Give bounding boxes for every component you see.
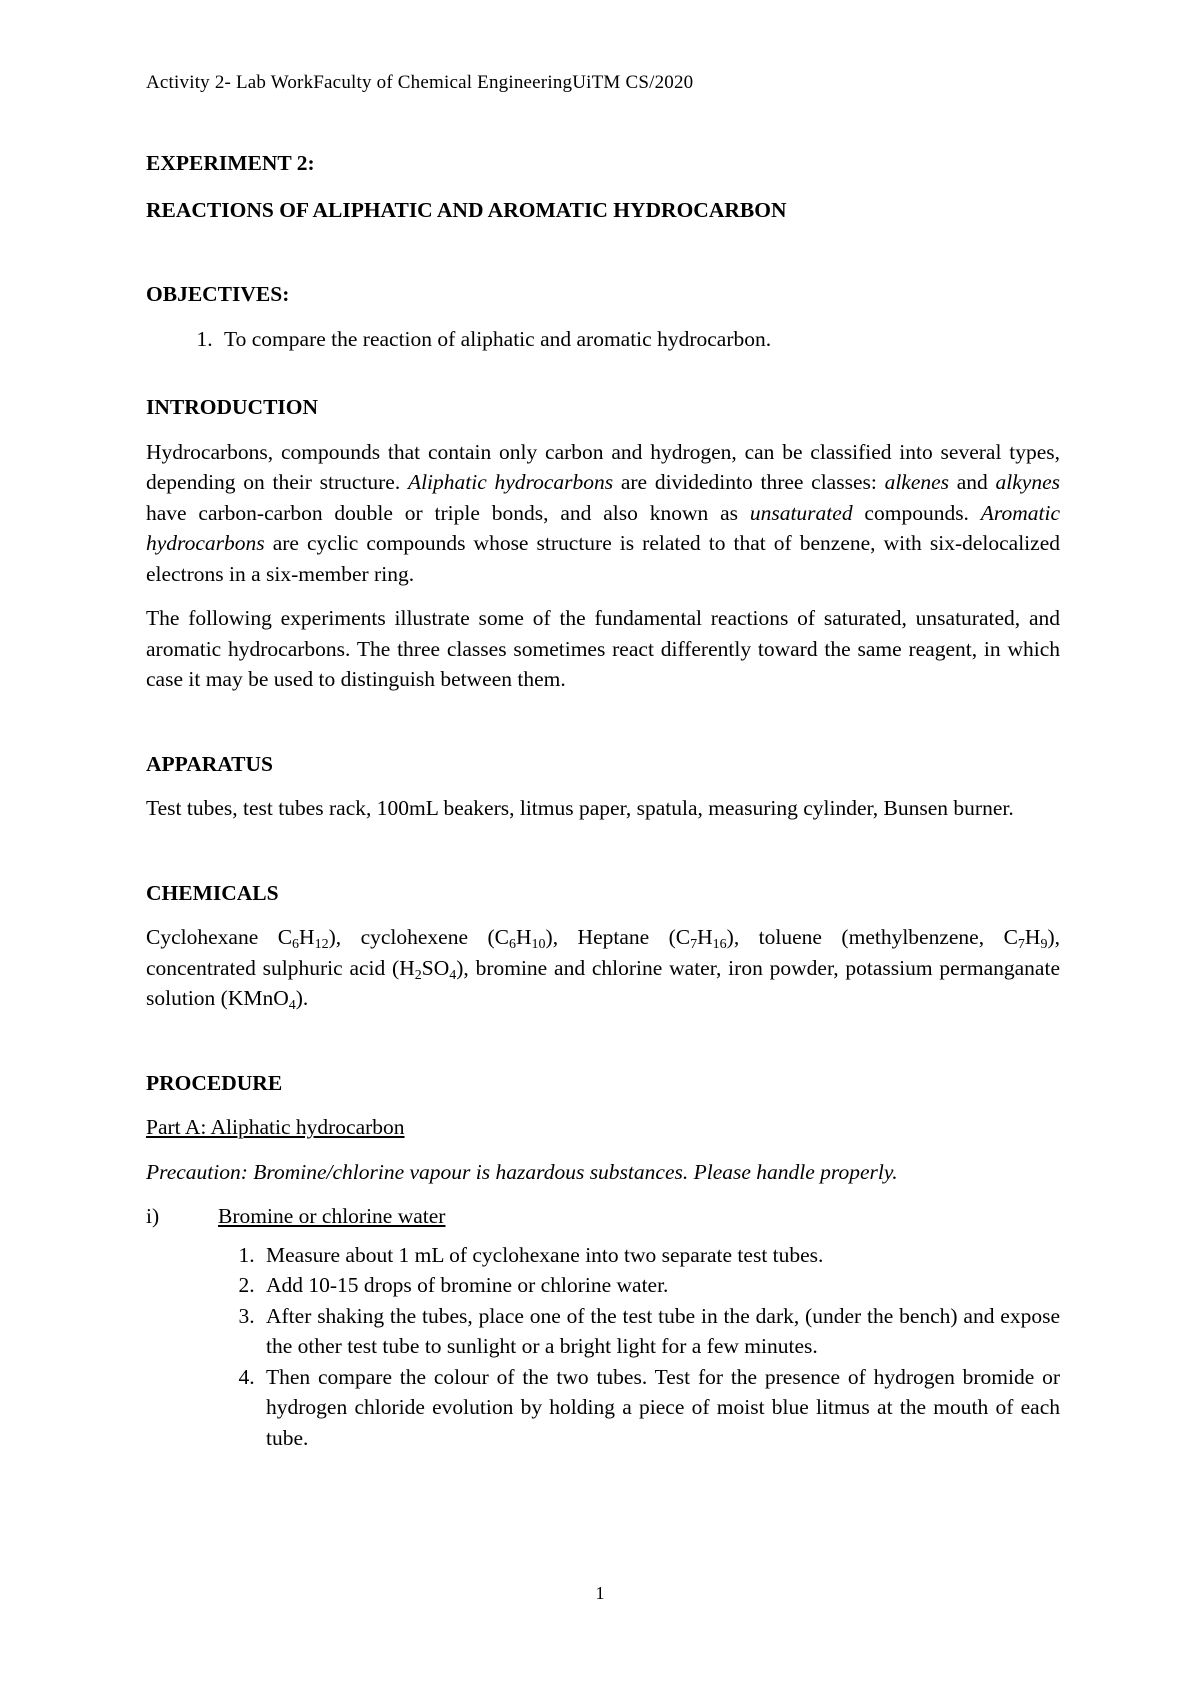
chem-text: H [299, 925, 315, 949]
procedure-step: 2. Add 10-15 drops of bromine or chlorine water. [260, 1270, 1060, 1301]
chem-text: SO [421, 955, 450, 980]
chem-subscript: 10 [531, 937, 546, 952]
chem-text: H [1024, 925, 1041, 949]
chem-text: ), Heptane (C [545, 925, 691, 949]
section-i-title: Bromine or chlorine water [218, 1204, 446, 1228]
chemicals-text [146, 922, 1060, 1014]
intro-term-alkenes: alkenes [884, 470, 950, 494]
chem-text: ), toluene (methylbenzene, C [726, 925, 1018, 949]
chemicals-heading: CHEMICALS [146, 880, 279, 905]
chem-text: H [697, 925, 713, 949]
procedure-heading: PROCEDURE [146, 1070, 283, 1095]
intro-term-alkynes: alkynes [995, 470, 1060, 494]
intro-text: and [949, 470, 996, 494]
chem-text: H [516, 925, 532, 949]
intro-term-unsaturated: unsaturated [749, 500, 853, 525]
objectives-list [146, 324, 1060, 355]
intro-text: Hydrocarbons, compounds that contain only carbon and hydrogen, can be classified into several types, depending on their structure. [146, 439, 1060, 494]
procedure-step: 1. Measure about 1 mL of cyclohexane into two separate test tubes. [260, 1240, 1060, 1271]
chem-text: ), concentrated sulphuric acid (H [146, 925, 1060, 980]
chem-text: Cyclohexane C [146, 925, 293, 949]
intro-term-aliphatic: Aliphatic hydrocarbons [407, 470, 614, 494]
intro-term-aromatic: Aromatic hydrocarbons [146, 500, 1060, 555]
apparatus-text: Test tubes, test tubes rack, 100mL beakers, litmus paper, spatula, measuring cylinder, Bunsen burner. [146, 796, 1014, 820]
procedure-step: 3. After shaking the tubes, place one of the test tube in the dark, (under the bench) and expose the other test tube to sunlight or a bright light for a few minutes. [260, 1301, 1060, 1362]
chem-text: ). [295, 986, 309, 1010]
experiment-title: REACTIONS OF ALIPHATIC AND AROMATIC HYDROCARBON [146, 197, 787, 222]
chem-subscript: 9 [1040, 937, 1048, 952]
intro-text: have carbon-carbon double or triple bonds, and also known as [146, 500, 750, 525]
introduction-paragraph-2: The following experiments illustrate some of the fundamental reactions of saturated, unsaturated, and aromatic hydrocarbons. The three classes sometimes react differently toward the same reagent, in which case it may be used to distinguish between them. [146, 606, 1060, 691]
introduction-paragraph-1 [146, 437, 1060, 590]
chem-subscript: 6 [292, 937, 300, 952]
page-header: Activity 2- Lab WorkFaculty of Chemical EngineeringUiTM CS/2020 [146, 72, 694, 93]
chem-subscript: 7 [1017, 937, 1025, 952]
intro-text: compounds. [852, 500, 981, 525]
apparatus-heading: APPARATUS [146, 751, 274, 776]
introduction-heading: INTRODUCTION [146, 395, 319, 419]
chem-subscript: 2 [414, 967, 422, 983]
intro-text: are cyclic compounds whose structure is related to that of benzene, with six-delocalized electrons in a six-member ring. [146, 531, 1060, 586]
objectives-heading: OBJECTIVES: [146, 282, 290, 306]
chem-subscript: 4 [449, 967, 457, 983]
procedure-step: 4. Then compare the colour of the two tubes. Test for the presence of hydrogen bromide or hydrogen chloride evolution by holding a piece of moist blue litmus at the mouth of each tube. [260, 1362, 1060, 1454]
section-i-heading [146, 1201, 1060, 1232]
chem-subscript: 6 [509, 937, 516, 952]
experiment-label: EXPERIMENT 2: [146, 151, 315, 175]
chem-text: ), cyclohexene (C [328, 925, 509, 949]
page-number: 1 [595, 1583, 605, 1603]
chem-subscript: 7 [690, 937, 698, 952]
document-body [146, 148, 1060, 1453]
chem-text: ), bromine and chlorine water, iron powder, potassium permanganate solution (KMnO [146, 955, 1060, 1010]
chem-subscript: 16 [712, 937, 727, 952]
objective-item: 1. To compare the reaction of aliphatic and aromatic hydrocarbon. [218, 324, 1060, 355]
section-i-steps [146, 1240, 1060, 1454]
intro-text: are dividedinto three classes: [613, 470, 885, 494]
part-a-title: Part A: Aliphatic hydrocarbon [146, 1115, 405, 1139]
chem-subscript: 4 [288, 998, 296, 1013]
section-i-number: i) [146, 1204, 160, 1228]
chem-subscript: 12 [314, 937, 329, 952]
precaution-note: Precaution: Bromine/chlorine vapour is hazardous substances. Please handle properly. [146, 1159, 898, 1184]
